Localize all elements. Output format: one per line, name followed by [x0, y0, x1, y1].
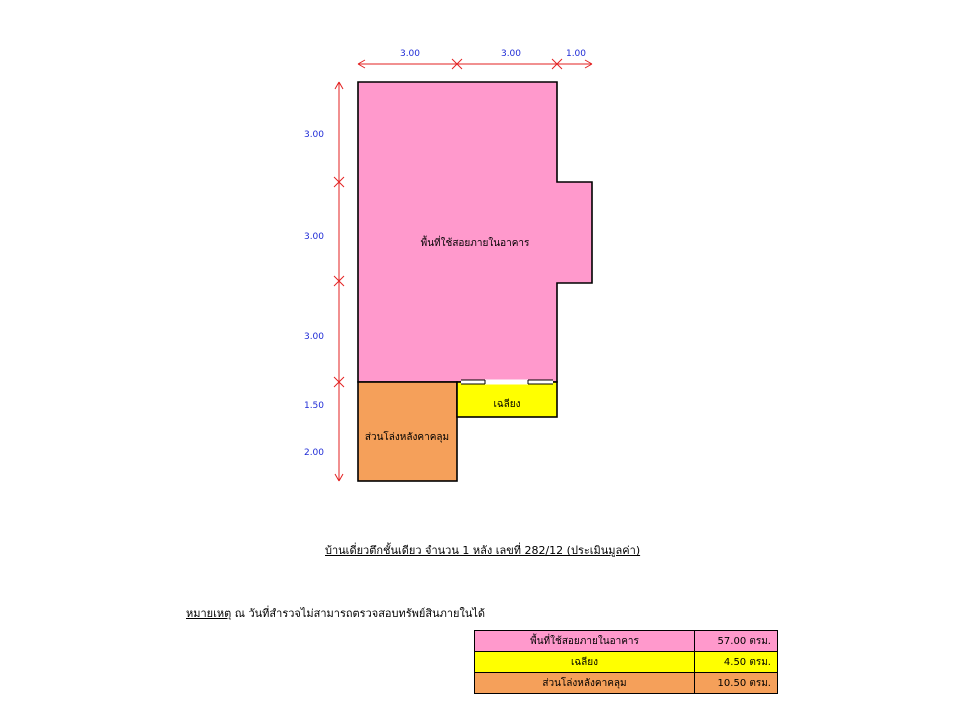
area-value-interior: 57.00 ตรม.	[695, 631, 778, 652]
table-row	[475, 673, 778, 694]
area-value-carport: 10.50 ตรม.	[695, 673, 778, 694]
area-name-porch: เฉลียง	[475, 652, 695, 673]
table-row	[475, 652, 778, 673]
left-dim-label-4: 1.50	[303, 401, 325, 411]
area-name-carport: ส่วนโล่งหลังคาคลุม	[475, 673, 695, 694]
remark-text: ณ วันที่สำรวจไม่สามารถตรวจสอบทรัพย์สินภายในได้	[231, 607, 486, 620]
remark-note	[186, 604, 485, 622]
door-opening	[461, 380, 553, 385]
left-dim-label-2: 3.00	[303, 232, 325, 242]
left-dim-label-3: 3.00	[303, 332, 325, 342]
interior-area	[358, 82, 592, 382]
table-row	[475, 631, 778, 652]
top-dim-label-1: 3.00	[399, 49, 421, 59]
porch-label: เฉลียง	[493, 399, 521, 410]
interior-label: พื้นที่ใช้สอยภายในอาคาร	[420, 238, 530, 249]
area-summary-table	[474, 630, 778, 694]
carport-label: ส่วนโล่งหลังคาคลุม	[364, 432, 450, 443]
remark-label: หมายเหตุ	[186, 607, 232, 620]
top-dim-label-2: 3.00	[500, 49, 522, 59]
area-name-interior: พื้นที่ใช้สอยภายในอาคาร	[475, 631, 695, 652]
left-dim-label-5: 2.00	[303, 448, 325, 458]
left-dim-label-1: 3.00	[303, 130, 325, 140]
top-dimension-line	[358, 59, 592, 69]
drawing-caption: บ้านเดี่ยวตึกชั้นเดียว จำนวน 1 หลัง เลขที่ 282/12 (ประเมินมูลค่า)	[325, 544, 641, 557]
area-value-porch: 4.50 ตรม.	[695, 652, 778, 673]
left-dimension-line	[334, 82, 344, 481]
top-dim-label-3: 1.00	[565, 49, 587, 59]
